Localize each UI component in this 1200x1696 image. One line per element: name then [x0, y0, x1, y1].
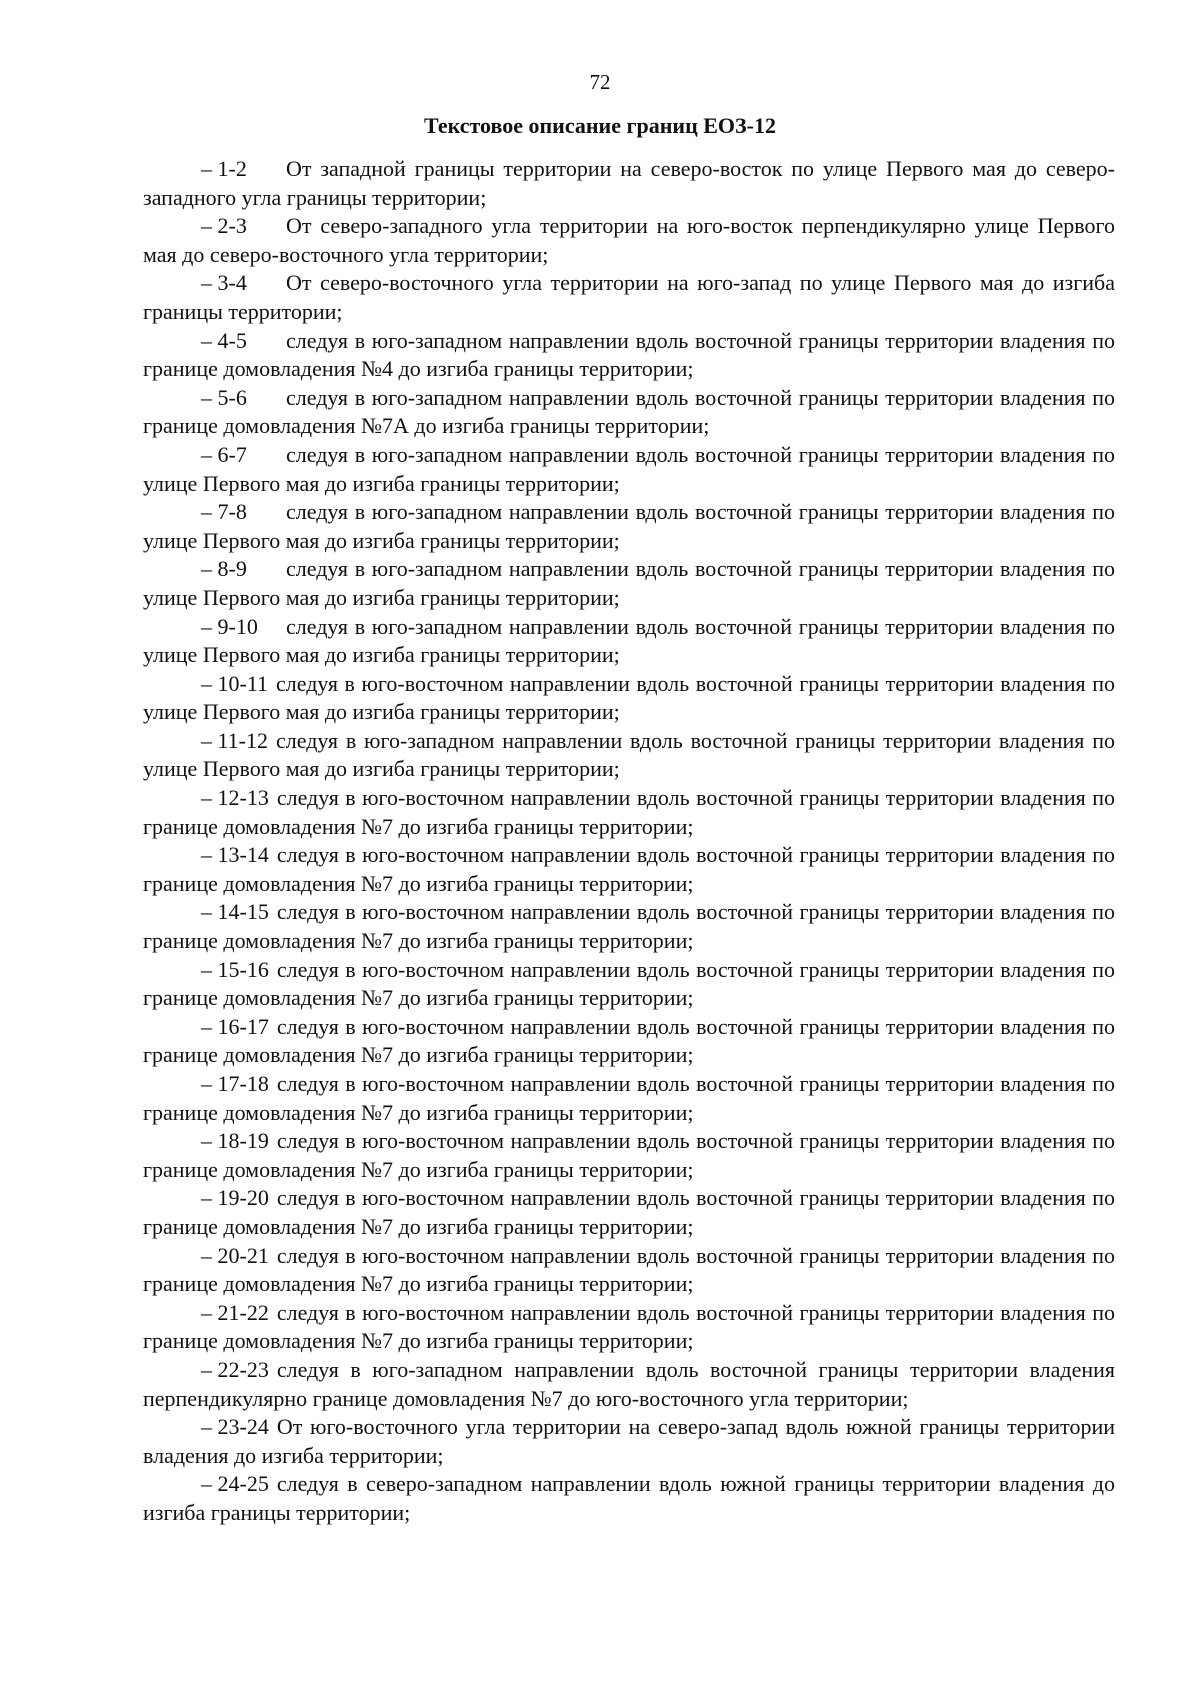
boundary-segment-entry [143, 784, 1115, 841]
segment-description: следуя в юго-восточном направлении вдоль восточной границы территории владения по границе домовладения №7 до изгиба границы территории; [143, 1071, 1115, 1125]
page-number: 72 [589, 70, 611, 94]
segment-description: следуя в юго-восточном направлении вдоль восточной границы территории владения по границе домовладения №7 до изгиба границы территории; [143, 842, 1115, 896]
boundary-segment-entry [143, 1299, 1115, 1356]
segment-code: – 5-6 [201, 384, 247, 410]
segment-code: – 8-9 [201, 556, 247, 582]
boundary-segment-entry [143, 384, 1115, 441]
boundary-segment-entry [143, 555, 1115, 612]
segment-description: От северо-восточного угла территории на юго-запад по улице Первого мая до изгиба границы территории; [143, 270, 1115, 324]
boundary-segment-entry [143, 212, 1115, 269]
segment-code: – 17-18 [201, 1071, 269, 1096]
boundary-segment-entry [143, 613, 1115, 670]
segment-description: следуя в юго-западном направлении вдоль восточной границы территории владения по улице Первого мая до изгиба границы территории; [143, 441, 1115, 496]
segment-description: следуя в юго-западном направлении вдоль восточной границы территории владения перпендикулярно границе домовладения №7 до юго-восточного угла территории; [143, 1356, 1115, 1411]
segment-code: – 24-25 [201, 1471, 269, 1497]
segment-code: – 23-24 [201, 1414, 269, 1440]
segment-code: – 19-20 [201, 1185, 269, 1211]
segment-code: – 21-22 [201, 1299, 269, 1325]
segment-description: следуя в юго-западном направлении вдоль восточной границы территории владения по улице Первого мая до изгиба границы территории; [143, 727, 1115, 782]
boundary-segment-entry [143, 1470, 1115, 1527]
segment-description: следуя в юго-восточном направлении вдоль восточной границы территории владения по границе домовладения №7 до изгиба границы территории; [143, 1299, 1115, 1354]
segment-code: – 11-12 [201, 727, 269, 753]
segment-code: – 14-15 [201, 899, 269, 925]
boundary-segment-entry [143, 956, 1115, 1013]
segment-code: – 12-13 [201, 785, 269, 811]
segment-description: От западной границы территории на северо-восток по улице Первого мая до северо-западного угла границы территории; [143, 156, 1115, 210]
segment-description: следуя в юго-западном направлении вдоль восточной границы территории владения по границе домовладения №4 до изгиба границы территории; [143, 327, 1115, 382]
boundary-segment-entry [143, 155, 1115, 212]
segment-description: следуя в юго-восточном направлении вдоль восточной границы территории владения по улице Первого мая до изгиба границы территории; [143, 670, 1115, 725]
segment-description: От северо-западного угла территории на юго-восток перпендикулярно улице Первого мая до северо-восточного угла территории; [143, 213, 1115, 267]
boundary-segment-entry [143, 1356, 1115, 1413]
boundary-description-list [143, 155, 1115, 1528]
boundary-segment-entry [143, 670, 1115, 727]
boundary-segment-entry [143, 898, 1115, 955]
segment-description: следуя в юго-восточном направлении вдоль восточной границы территории владения по границе домовладения №7 до изгиба границы территории; [143, 956, 1115, 1011]
boundary-segment-entry [143, 1413, 1115, 1470]
boundary-segment-entry [143, 1242, 1115, 1299]
segment-code: – 4-5 [201, 327, 247, 353]
boundary-segment-entry [143, 269, 1115, 326]
segment-description: От юго-восточного угла территории на северо-запад вдоль южной границы территории владения до изгиба территории; [143, 1414, 1115, 1468]
segment-code: – 22-23 [201, 1356, 269, 1382]
boundary-segment-entry [143, 441, 1115, 498]
boundary-segment-entry [143, 1013, 1115, 1070]
segment-code: – 9-10 [201, 613, 258, 639]
boundary-segment-entry [143, 727, 1115, 784]
segment-description: следуя в юго-восточном направлении вдоль восточной границы территории владения по границе домовладения №7 до изгиба границы территории; [143, 1185, 1115, 1239]
segment-code: – 18-19 [201, 1128, 269, 1154]
segment-code: – 10-11 [201, 670, 269, 696]
segment-code: – 2-3 [201, 213, 247, 239]
segment-code: – 6-7 [201, 441, 247, 467]
segment-code: – 7-8 [201, 499, 247, 525]
segment-description: следуя в юго-западном направлении вдоль восточной границы территории владения по улице Первого мая до изгиба границы территории; [143, 556, 1115, 610]
segment-description: следуя в юго-западном направлении вдоль восточной границы территории владения по границе домовладения №7А до изгиба границы территории; [143, 384, 1115, 439]
segment-description: следуя в юго-восточном направлении вдоль восточной границы территории владения по границе домовладения №7 до изгиба границы территории; [143, 899, 1115, 954]
boundary-segment-entry [143, 1070, 1115, 1127]
segment-description: следуя в юго-восточном направлении вдоль восточной границы территории владения по границе домовладения №7 до изгиба границы территории; [143, 1013, 1115, 1068]
segment-code: – 1-2 [201, 156, 247, 181]
segment-code: – 16-17 [201, 1013, 269, 1039]
boundary-segment-entry [143, 498, 1115, 555]
segment-code: – 15-16 [201, 956, 269, 982]
segment-description: следуя в юго-западном направлении вдоль восточной границы территории владения по улице Первого мая до изгиба границы территории; [143, 613, 1115, 668]
boundary-segment-entry [143, 1184, 1115, 1241]
segment-description: следуя в юго-восточном направлении вдоль восточной границы территории владения по границе домовладения №7 до изгиба границы территории; [143, 1128, 1115, 1182]
segment-code: – 13-14 [201, 842, 269, 868]
segment-code: – 3-4 [201, 270, 247, 296]
boundary-segment-entry [143, 841, 1115, 898]
boundary-segment-entry [143, 327, 1115, 384]
segment-code: – 20-21 [201, 1242, 269, 1268]
segment-description: следуя в северо-западном направлении вдоль южной границы территории владения до изгиба границы территории; [143, 1471, 1115, 1525]
document-title: Текстовое описание границ ЕОЗ-12 [424, 113, 776, 138]
boundary-segment-entry [143, 1127, 1115, 1184]
segment-description: следуя в юго-западном направлении вдоль восточной границы территории владения по улице Первого мая до изгиба границы территории; [143, 499, 1115, 553]
segment-description: следуя в юго-восточном направлении вдоль восточной границы территории владения по границе домовладения №7 до изгиба границы территории; [143, 1242, 1115, 1297]
segment-description: следуя в юго-восточном направлении вдоль восточной границы территории владения по границе домовладения №7 до изгиба границы территории; [143, 785, 1115, 839]
